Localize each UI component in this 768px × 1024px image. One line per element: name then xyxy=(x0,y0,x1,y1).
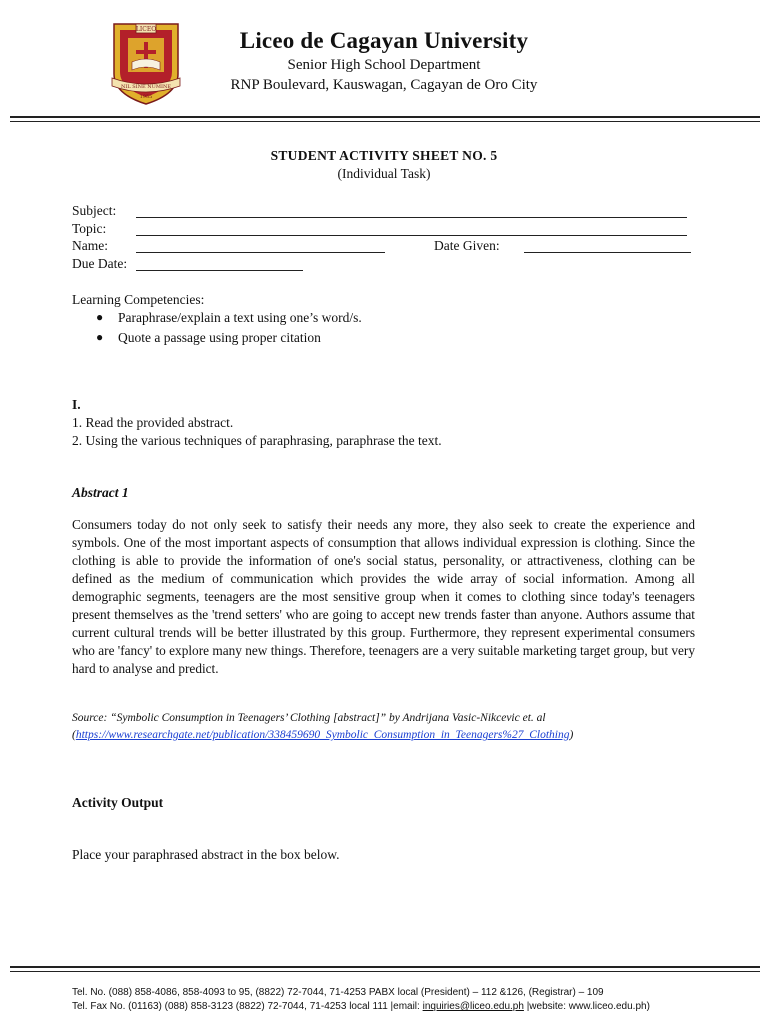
footer-line-2 xyxy=(72,1000,762,1014)
subject-label: Subject: xyxy=(72,203,117,218)
activity-output-heading: Activity Output xyxy=(72,795,164,810)
date-given-field[interactable] xyxy=(524,252,691,253)
section-numeral: I. xyxy=(72,397,81,412)
department: Senior High School Department xyxy=(287,57,481,73)
competency-text: Paraphrase/explain a text using one’s word/s. xyxy=(118,310,362,325)
sheet-title: STUDENT ACTIVITY SHEET NO. 5 xyxy=(270,148,498,163)
topic-field[interactable] xyxy=(136,235,687,236)
source-citation: Source: “Symbolic Consumption in Teenagers’ Clothing [abstract]” by Andrijana Vasic-Nikcevic et. al xyxy=(72,712,546,724)
header-rule-thin xyxy=(10,121,760,122)
footer-rule-thick xyxy=(10,966,760,968)
abstract-heading: Abstract 1 xyxy=(72,485,129,500)
university-name: Liceo de Cagayan University xyxy=(239,28,529,53)
source-close-paren: ) xyxy=(569,729,574,741)
due-date-field[interactable] xyxy=(136,270,303,271)
bullet-icon: ● xyxy=(96,330,104,344)
competencies-heading: Learning Competencies: xyxy=(72,292,205,307)
abstract-source xyxy=(72,710,692,744)
footer-contact xyxy=(72,986,762,1014)
date-given-label: Date Given: xyxy=(434,238,500,253)
competency-item xyxy=(72,310,362,331)
address: RNP Boulevard, Kauswagan, Cagayan de Oro City xyxy=(230,77,538,93)
university-name-block xyxy=(0,28,768,54)
competency-text: Quote a passage using proper citation xyxy=(118,330,321,345)
sheet-subtitle: (Individual Task) xyxy=(337,166,431,181)
seal-ribbon-text: NIL SINE NUMINE xyxy=(121,84,171,90)
header-rule-thick xyxy=(10,116,760,118)
competencies-list xyxy=(72,310,362,351)
source-link-line xyxy=(72,727,692,744)
footer-email-link[interactable]: inquiries@liceo.edu.ph xyxy=(422,1001,524,1012)
step-2: 2. Using the various techniques of paraphrasing, paraphrase the text. xyxy=(72,433,442,448)
subject-field[interactable] xyxy=(136,217,687,218)
footer-website: |website: www.liceo.edu.ph) xyxy=(523,1001,650,1012)
name-field[interactable] xyxy=(136,252,385,253)
topic-label: Topic: xyxy=(72,221,107,236)
seal-top-text: LICEO xyxy=(135,26,157,33)
competency-item xyxy=(72,330,362,351)
abstract-text: Consumers today do not only seek to satisfy their needs any more, they also seek to create the experience and symbols. One of the most important aspects of consumption that allows individual expression is clothing. Since the clothing is able to provide the information of one's social status, personality, or attractiveness, clothing can be defined as the medium of communication which provides the wide array of social information. Among all demographic segments, teenagers are the most sensitive group when it comes to clothing since today's teenagers present themselves as the 'trend setters' who are going to accept new trends faster than anyone. Authors assume that current cultural trends will be better illustrated by this group. Furthermore, they represent experimental consumers who are 'fancy' to explore many new things. Therefore, teenagers are a very suitable marketing target group, but very hard to analyse and predict. xyxy=(72,517,695,676)
source-link[interactable]: https://www.researchgate.net/publication/338459690_Symbolic_Consumption_in_Teenagers%27_Clothing xyxy=(75,729,570,741)
footer-rule-thin xyxy=(10,971,760,972)
seal-year: 1955 xyxy=(139,94,153,100)
footer-fax: Tel. Fax No. (01163) (088) 858-3123 (8822) 72-7044, 71-4253 local 111 |email: xyxy=(72,1001,423,1012)
due-date-label: Due Date: xyxy=(72,256,128,271)
name-label: Name: xyxy=(72,238,108,253)
bullet-icon: ● xyxy=(96,310,104,324)
footer-line-1: Tel. No. (088) 858-4086, 858-4093 to 95, (8822) 72-7044, 71-4253 PABX local (President) – 112 &126, (Registrar) – 109 xyxy=(72,987,604,998)
activity-output-instruction: Place your paraphrased abstract in the box below. xyxy=(72,847,340,862)
step-1: 1. Read the provided abstract. xyxy=(72,415,234,430)
source-open-paren: ( xyxy=(72,729,76,741)
